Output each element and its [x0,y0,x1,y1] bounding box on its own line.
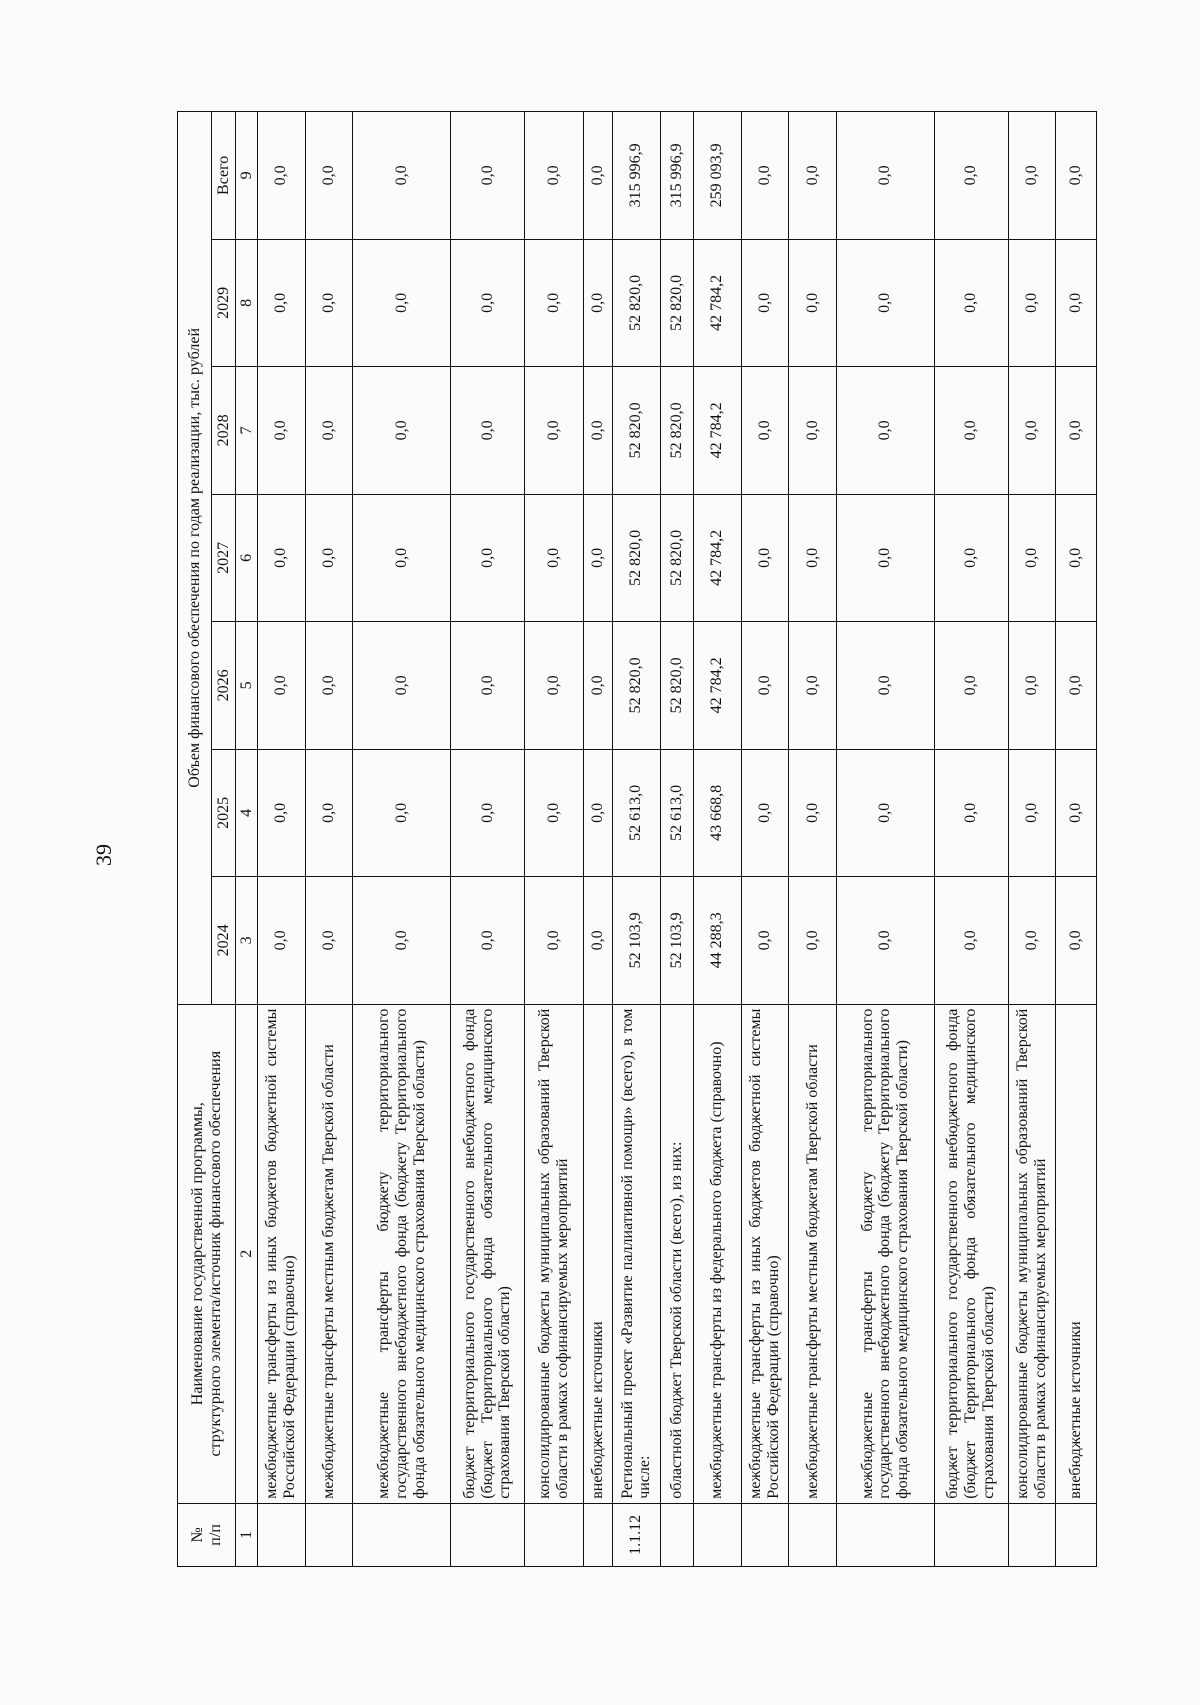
row-value-2029: 0,0 [837,239,935,367]
row-value-2024: 0,0 [353,877,451,1005]
row-value-2027: 0,0 [584,494,613,622]
table-row [305,112,353,1567]
row-number [1008,1503,1056,1566]
row-source-name: бюджет территориального государственного внебюджетного фонда (бюджет Территориального фонда обязательного медицинского страхования Тверской области) [451,1004,525,1503]
row-source-name: консолидированные бюджеты муниципальных образований Тверской области в рамках софинансируемых мероприятий [524,1004,584,1503]
row-number [741,1503,789,1566]
row-number [451,1503,525,1566]
row-value-2024: 0,0 [934,877,1008,1005]
row-value-2029: 52 820,0 [613,239,661,367]
row-number [353,1503,451,1566]
row-number [305,1503,353,1566]
row-source-name: бюджет территориального государственного внебюджетного фонда (бюджет Территориального фонда обязательного медицинского страхования Тверской области) [934,1004,1008,1503]
row-value-2028: 52 820,0 [660,367,693,495]
header-year-7: Всего [212,112,236,240]
header-name-line1: Наименование государственной программы, [188,1102,206,1406]
row-value-2025: 0,0 [451,749,525,877]
row-value-Всего: 0,0 [524,112,584,240]
row-value-2025: 0,0 [789,749,837,877]
row-value-2025: 0,0 [934,749,1008,877]
row-value-2025: 0,0 [837,749,935,877]
row-value-2027: 0,0 [524,494,584,622]
row-value-2026: 42 784,2 [694,622,742,750]
row-value-2027: 0,0 [741,494,789,622]
table-row [451,112,525,1567]
row-value-Всего: 315 996,9 [613,112,661,240]
column-index-1: 1 [236,1503,258,1566]
table-row [789,112,837,1567]
row-value-2026: 0,0 [789,622,837,750]
row-value-Всего: 0,0 [934,112,1008,240]
row-value-2028: 0,0 [741,367,789,495]
row-value-2025: 0,0 [258,749,306,877]
column-index-9: 9 [236,112,258,240]
row-source-name: межбюджетные трансферты местным бюджетам Тверской области [789,1004,837,1503]
row-value-2029: 0,0 [258,239,306,367]
row-value-2025: 0,0 [1008,749,1056,877]
row-source-name: межбюджетные трансферты бюджету территориального государственного внебюджетного фонда (бюджету Территориального фонда обязательного медицинского страхования Тверской области) [353,1004,451,1503]
row-value-2028: 52 820,0 [613,367,661,495]
row-number [584,1503,613,1566]
row-value-2025: 0,0 [353,749,451,877]
row-value-2026: 0,0 [451,622,525,750]
row-value-Всего: 0,0 [1008,112,1056,240]
header-num-line2: п/п [206,1524,224,1546]
row-value-2024: 0,0 [789,877,837,1005]
row-value-2028: 0,0 [837,367,935,495]
row-value-2029: 0,0 [789,239,837,367]
row-value-2028: 0,0 [258,367,306,495]
row-source-name: межбюджетные трансферты из федерального бюджета (справочно) [694,1004,742,1503]
row-source-name: областной бюджет Тверской области (всего), из них: [660,1004,693,1503]
header-year-5: 2028 [212,367,236,495]
row-value-2027: 0,0 [789,494,837,622]
row-value-Всего: 0,0 [789,112,837,240]
row-value-2026: 0,0 [353,622,451,750]
table-row [613,112,661,1567]
row-value-2027: 0,0 [451,494,525,622]
page-number: 39 [91,844,116,866]
row-value-2029: 0,0 [741,239,789,367]
row-value-2026: 0,0 [1056,622,1097,750]
row-value-2025: 0,0 [305,749,353,877]
row-value-2029: 0,0 [451,239,525,367]
row-value-2027: 42 784,2 [694,494,742,622]
table-body [258,112,1097,1567]
row-value-2025: 43 668,8 [694,749,742,877]
row-value-2026: 0,0 [837,622,935,750]
column-index-2: 2 [236,1004,258,1503]
row-value-2026: 0,0 [741,622,789,750]
table-row [258,112,306,1567]
row-number [934,1503,1008,1566]
row-source-name: межбюджетные трансферты местным бюджетам Тверской области [305,1004,353,1503]
row-value-2028: 0,0 [934,367,1008,495]
header-year-3: 2026 [212,622,236,750]
row-value-2025: 0,0 [1056,749,1097,877]
header-volume: Объем финансового обеспечения по годам реализации, тыс. рублей [178,112,212,1005]
row-value-2027: 0,0 [934,494,1008,622]
column-index-6: 6 [236,494,258,622]
row-value-2026: 0,0 [524,622,584,750]
row-value-2024: 0,0 [837,877,935,1005]
row-value-2025: 0,0 [741,749,789,877]
row-value-2029: 0,0 [584,239,613,367]
row-number: 1.1.12 [613,1503,661,1566]
row-value-2028: 0,0 [305,367,353,495]
table-row [837,112,935,1567]
row-value-Всего: 315 996,9 [660,112,693,240]
row-value-2029: 0,0 [1056,239,1097,367]
row-value-2028: 0,0 [524,367,584,495]
table-container [177,111,1097,1567]
row-value-2024: 0,0 [1056,877,1097,1005]
row-value-2024: 52 103,9 [613,877,661,1005]
row-value-Всего: 0,0 [451,112,525,240]
row-source-name: межбюджетные трансферты из иных бюджетов бюджетной системы Российской Федерации (справочно) [258,1004,306,1503]
row-value-2028: 0,0 [1056,367,1097,495]
row-value-2027: 52 820,0 [660,494,693,622]
row-value-2024: 0,0 [524,877,584,1005]
header-row-1 [178,112,212,1567]
row-value-2025: 0,0 [524,749,584,877]
header-year-2: 2025 [212,749,236,877]
row-value-2026: 52 820,0 [613,622,661,750]
row-value-Всего: 0,0 [258,112,306,240]
financing-table [177,111,1097,1567]
table-row [584,112,613,1567]
row-value-2028: 0,0 [789,367,837,495]
column-index-3: 3 [236,877,258,1005]
row-number [258,1503,306,1566]
row-value-2028: 0,0 [451,367,525,495]
row-value-Всего: 0,0 [741,112,789,240]
row-value-2026: 0,0 [934,622,1008,750]
row-value-2028: 0,0 [1008,367,1056,495]
table-row [741,112,789,1567]
row-value-2026: 0,0 [258,622,306,750]
row-value-2026: 0,0 [584,622,613,750]
table-row [524,112,584,1567]
row-source-name: межбюджетные трансферты из иных бюджетов бюджетной системы Российской Федерации (справочно) [741,1004,789,1503]
row-value-2025: 0,0 [584,749,613,877]
header-num-line1: № [188,1527,206,1543]
row-value-Всего: 0,0 [1056,112,1097,240]
row-value-Всего: 0,0 [353,112,451,240]
row-value-2029: 0,0 [1008,239,1056,367]
column-index-7: 7 [236,367,258,495]
row-value-2024: 0,0 [1008,877,1056,1005]
row-value-2029: 42 784,2 [694,239,742,367]
row-value-2029: 52 820,0 [660,239,693,367]
row-number [694,1503,742,1566]
row-source-name: межбюджетные трансферты бюджету территориального государственного внебюджетного фонда (бюджету Территориального фонда обязательного медицинского страхования Тверской области) [837,1004,935,1503]
row-source-name: консолидированные бюджеты муниципальных образований Тверской области в рамках софинансируемых мероприятий [1008,1004,1056,1503]
row-value-2024: 52 103,9 [660,877,693,1005]
row-number [660,1503,693,1566]
row-value-2024: 0,0 [584,877,613,1005]
row-value-2029: 0,0 [934,239,1008,367]
row-value-Всего: 259 093,9 [694,112,742,240]
row-value-2028: 0,0 [584,367,613,495]
header-year-6: 2029 [212,239,236,367]
row-value-2027: 0,0 [305,494,353,622]
row-number [1056,1503,1097,1566]
column-index-5: 5 [236,622,258,750]
row-value-Всего: 0,0 [837,112,935,240]
header-name [178,1004,236,1503]
row-value-2024: 0,0 [258,877,306,1005]
row-value-2026: 0,0 [305,622,353,750]
table-row [660,112,693,1567]
row-value-2027: 0,0 [258,494,306,622]
row-source-name: внебюджетные источники [1056,1004,1097,1503]
row-value-2025: 52 613,0 [660,749,693,877]
table-row [694,112,742,1567]
row-value-2024: 0,0 [741,877,789,1005]
column-index-8: 8 [236,239,258,367]
row-number [789,1503,837,1566]
table-row [353,112,451,1567]
row-value-Всего: 0,0 [584,112,613,240]
header-year-4: 2027 [212,494,236,622]
row-value-2025: 52 613,0 [613,749,661,877]
row-value-2027: 0,0 [1056,494,1097,622]
header-num [178,1503,236,1566]
row-value-2027: 0,0 [353,494,451,622]
row-value-2028: 42 784,2 [694,367,742,495]
row-value-2027: 0,0 [1008,494,1056,622]
row-value-2024: 0,0 [451,877,525,1005]
row-value-2028: 0,0 [353,367,451,495]
header-name-line2: структурного элемента/источник финансового обеспечения [206,1050,224,1457]
table-row [934,112,1008,1567]
header-year-1: 2024 [212,877,236,1005]
column-index-4: 4 [236,749,258,877]
row-value-2027: 0,0 [837,494,935,622]
table-row [1008,112,1056,1567]
row-value-2026: 52 820,0 [660,622,693,750]
row-value-2029: 0,0 [305,239,353,367]
row-number [524,1503,584,1566]
table-row [1056,112,1097,1567]
row-value-2024: 0,0 [305,877,353,1005]
row-source-name: внебюджетные источники [584,1004,613,1503]
row-source-name: Региональный проект «Развитие паллиативной помощи» (всего), в том числе: [613,1004,661,1503]
row-value-2029: 0,0 [524,239,584,367]
row-value-Всего: 0,0 [305,112,353,240]
row-value-2026: 0,0 [1008,622,1056,750]
row-number [837,1503,935,1566]
row-value-2024: 44 288,3 [694,877,742,1005]
row-value-2029: 0,0 [353,239,451,367]
header-index-row [236,112,258,1567]
row-value-2027: 52 820,0 [613,494,661,622]
